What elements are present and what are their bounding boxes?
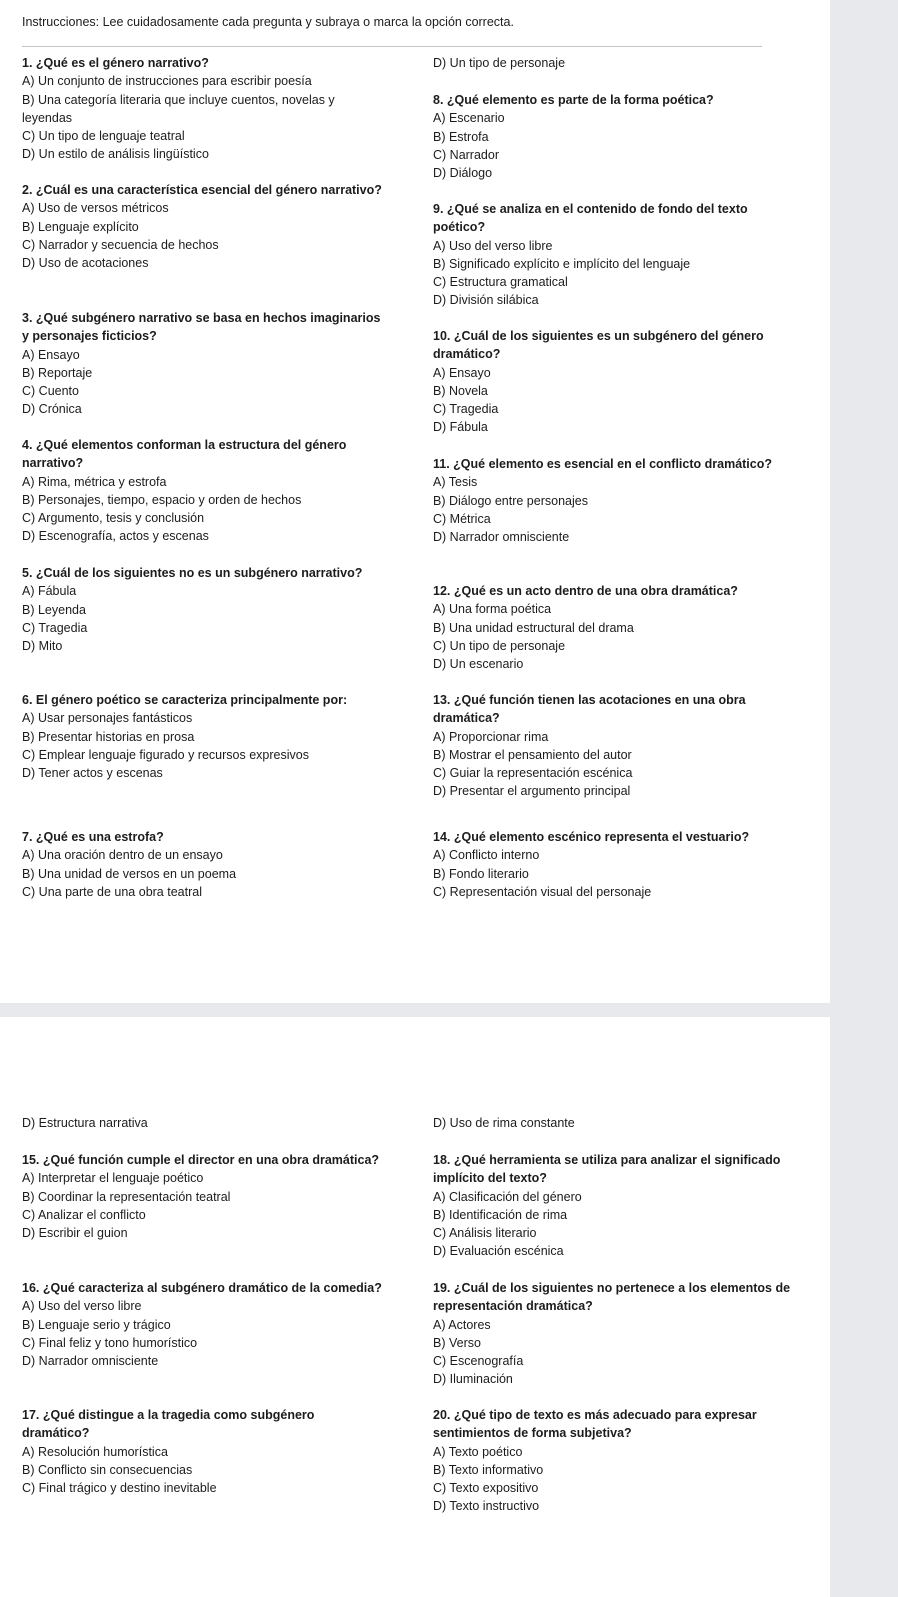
option-a[interactable]: A) Una oración dentro de un ensayo bbox=[22, 848, 223, 863]
question-text: 16. ¿Qué caracteriza al subgénero dramático de la comedia? bbox=[22, 1281, 382, 1295]
question-7 bbox=[22, 828, 382, 901]
option-b[interactable]: B) Novela bbox=[433, 383, 488, 398]
question-text: 18. ¿Qué herramienta se utiliza para analizar el significado implícito del texto? bbox=[433, 1153, 781, 1186]
option-c[interactable]: C) Un tipo de lenguaje teatral bbox=[22, 129, 185, 144]
question-19 bbox=[433, 1279, 793, 1389]
option-a[interactable]: A) Rima, métrica y estrofa bbox=[22, 474, 167, 489]
option-a[interactable]: A) Escenario bbox=[433, 111, 505, 126]
option-d[interactable]: D) Un escenario bbox=[433, 657, 524, 672]
option-d[interactable]: D) Mito bbox=[22, 639, 63, 654]
option-a[interactable]: A) Uso de versos métricos bbox=[22, 201, 169, 216]
option-c[interactable]: C) Estructura gramatical bbox=[433, 275, 568, 290]
question-text: 19. ¿Cuál de los siguientes no pertenece a los elementos de representación dramática? bbox=[433, 1281, 791, 1314]
question-text: 1. ¿Qué es el género narrativo? bbox=[22, 56, 209, 70]
option-d[interactable]: D) Uso de rima constante bbox=[433, 1116, 575, 1130]
option-d[interactable]: D) Escenografía, actos y escenas bbox=[22, 529, 209, 544]
option-b[interactable]: B) Una unidad de versos en un poema bbox=[22, 866, 237, 881]
option-a[interactable]: A) Actores bbox=[433, 1317, 491, 1332]
option-a[interactable]: A) Interpretar el lenguaje poético bbox=[22, 1171, 204, 1186]
question-13 bbox=[433, 691, 793, 801]
option-c[interactable]: C) Argumento, tesis y conclusión bbox=[22, 511, 205, 526]
option-c[interactable]: C) Emplear lenguaje figurado y recursos expresivos bbox=[22, 747, 309, 762]
option-d[interactable]: D) Uso de acotaciones bbox=[22, 256, 149, 271]
question-text: 15. ¿Qué función cumple el director en una obra dramática? bbox=[22, 1153, 380, 1167]
question-5 bbox=[22, 564, 382, 655]
question-4 bbox=[22, 436, 382, 546]
option-d[interactable]: D) Narrador omnisciente bbox=[433, 530, 570, 545]
option-d[interactable]: D) Crónica bbox=[22, 402, 82, 417]
option-a[interactable]: A) Texto poético bbox=[433, 1444, 523, 1459]
option-d[interactable]: D) Un estilo de análisis lingüístico bbox=[22, 147, 209, 162]
question-17-continued bbox=[433, 1114, 793, 1132]
option-d[interactable]: D) Presentar el argumento principal bbox=[433, 784, 631, 799]
option-c[interactable]: C) Análisis literario bbox=[433, 1226, 537, 1241]
option-c[interactable]: C) Escenografía bbox=[433, 1354, 524, 1369]
option-b[interactable]: B) Conflicto sin consecuencias bbox=[22, 1462, 193, 1477]
option-d[interactable]: D) Tener actos y escenas bbox=[22, 766, 163, 781]
option-b[interactable]: B) Coordinar la representación teatral bbox=[22, 1189, 231, 1204]
option-d[interactable]: D) Evaluación escénica bbox=[433, 1244, 564, 1259]
option-a[interactable]: A) Fábula bbox=[22, 584, 77, 599]
question-7-continued bbox=[433, 54, 793, 72]
page-2 bbox=[0, 1017, 830, 1597]
question-6 bbox=[22, 691, 382, 782]
question-2 bbox=[22, 181, 382, 272]
option-c[interactable]: C) Final feliz y tono humorístico bbox=[22, 1335, 198, 1350]
option-a[interactable]: A) Usar personajes fantásticos bbox=[22, 711, 193, 726]
question-15 bbox=[22, 1151, 382, 1242]
option-a[interactable]: A) Proporcionar rima bbox=[433, 729, 549, 744]
option-c[interactable]: C) Un tipo de personaje bbox=[433, 638, 566, 653]
option-c[interactable]: C) Texto expositivo bbox=[433, 1481, 539, 1496]
question-10 bbox=[433, 327, 793, 437]
option-c[interactable]: C) Narrador bbox=[433, 147, 499, 162]
question-12 bbox=[433, 582, 793, 673]
option-d[interactable]: D) Iluminación bbox=[433, 1372, 513, 1387]
question-text: 2. ¿Cuál es una característica esencial del género narrativo? bbox=[22, 183, 382, 197]
question-text: 8. ¿Qué elemento es parte de la forma poética? bbox=[433, 93, 714, 107]
question-text: 14. ¿Qué elemento escénico representa el vestuario? bbox=[433, 830, 750, 844]
question-16 bbox=[22, 1279, 382, 1370]
question-11 bbox=[433, 455, 793, 546]
option-a[interactable]: A) Uso del verso libre bbox=[22, 1299, 142, 1314]
option-c[interactable]: C) Métrica bbox=[433, 511, 491, 526]
question-3 bbox=[22, 309, 382, 419]
question-text: 7. ¿Qué es una estrofa? bbox=[22, 830, 164, 844]
question-14 bbox=[433, 828, 823, 901]
option-d[interactable]: D) Fábula bbox=[433, 420, 488, 435]
option-c[interactable]: C) Final trágico y destino inevitable bbox=[22, 1481, 217, 1496]
option-b[interactable]: B) Personajes, tiempo, espacio y orden de hechos bbox=[22, 492, 302, 507]
question-text: 3. ¿Qué subgénero narrativo se basa en hechos imaginarios y personajes ficticios? bbox=[22, 311, 381, 344]
question-20 bbox=[433, 1406, 793, 1516]
divider bbox=[22, 46, 762, 47]
question-text: 13. ¿Qué función tienen las acotaciones en una obra dramática? bbox=[433, 693, 746, 726]
option-a[interactable]: A) Clasificación del género bbox=[433, 1189, 582, 1204]
option-d[interactable]: D) Estructura narrativa bbox=[22, 1116, 148, 1130]
option-b[interactable]: B) Diálogo entre personajes bbox=[433, 493, 588, 508]
option-d[interactable]: D) Diálogo bbox=[433, 166, 493, 181]
option-a[interactable]: A) Un conjunto de instrucciones para escribir poesía bbox=[22, 74, 312, 89]
question-text: 5. ¿Cuál de los siguientes no es un subgénero narrativo? bbox=[22, 566, 363, 580]
option-c[interactable]: C) Cuento bbox=[22, 384, 79, 399]
option-b[interactable]: B) Significado explícito e implícito del lenguaje bbox=[433, 256, 691, 271]
option-a[interactable]: A) Tesis bbox=[433, 475, 478, 490]
question-text: 10. ¿Cuál de los siguientes es un subgénero del género dramático? bbox=[433, 329, 764, 362]
option-b[interactable]: B) Lenguaje serio y trágico bbox=[22, 1317, 171, 1332]
question-1 bbox=[22, 54, 382, 164]
question-text: 12. ¿Qué es un acto dentro de una obra dramática? bbox=[433, 584, 738, 598]
option-a[interactable]: A) Ensayo bbox=[433, 365, 491, 380]
instructions: Instrucciones: Lee cuidadosamente cada pregunta y subraya o marca la opción correcta. bbox=[22, 15, 514, 29]
option-b[interactable]: B) Lenguaje explícito bbox=[22, 219, 139, 234]
option-a[interactable]: A) Una forma poética bbox=[433, 602, 552, 617]
option-b[interactable]: B) Estrofa bbox=[433, 129, 489, 144]
option-c[interactable]: C) Narrador y secuencia de hechos bbox=[22, 237, 219, 252]
option-a[interactable]: A) Conflicto interno bbox=[433, 848, 540, 863]
question-17 bbox=[22, 1406, 382, 1497]
option-b[interactable]: B) Texto informativo bbox=[433, 1462, 544, 1477]
option-b[interactable]: B) Presentar historias en prosa bbox=[22, 729, 195, 744]
option-b[interactable]: B) Fondo literario bbox=[433, 866, 529, 881]
option-a[interactable]: A) Uso del verso libre bbox=[433, 238, 553, 253]
option-c[interactable]: C) Una parte de una obra teatral bbox=[22, 884, 202, 899]
question-text: 11. ¿Qué elemento es esencial en el conflicto dramático? bbox=[433, 457, 773, 471]
option-d[interactable]: D) Un tipo de personaje bbox=[433, 56, 566, 70]
option-b[interactable]: B) Leyenda bbox=[22, 602, 86, 617]
option-c[interactable]: C) Representación visual del personaje bbox=[433, 884, 652, 899]
option-b[interactable]: B) Una categoría literaria que incluye cuentos, novelas y leyendas bbox=[22, 92, 335, 125]
option-b[interactable]: B) Verso bbox=[433, 1335, 481, 1350]
option-c[interactable]: C) Guiar la representación escénica bbox=[433, 766, 633, 781]
option-d[interactable]: D) Texto instructivo bbox=[433, 1499, 540, 1514]
question-text: 4. ¿Qué elementos conforman la estructura del género narrativo? bbox=[22, 438, 347, 471]
option-b[interactable]: B) Reportaje bbox=[22, 365, 93, 380]
option-b[interactable]: B) Una unidad estructural del drama bbox=[433, 620, 634, 635]
option-a[interactable]: A) Ensayo bbox=[22, 347, 80, 362]
question-14-continued bbox=[22, 1114, 382, 1132]
question-8 bbox=[433, 91, 793, 182]
option-c[interactable]: C) Tragedia bbox=[22, 620, 88, 635]
option-d[interactable]: D) Narrador omnisciente bbox=[22, 1354, 159, 1369]
question-9 bbox=[433, 200, 793, 310]
question-18 bbox=[433, 1151, 793, 1261]
question-text: 20. ¿Qué tipo de texto es más adecuado para expresar sentimientos de forma subjetiva? bbox=[433, 1408, 757, 1441]
option-d[interactable]: D) División silábica bbox=[433, 293, 539, 308]
option-b[interactable]: B) Identificación de rima bbox=[433, 1207, 568, 1222]
question-text: 6. El género poético se caracteriza principalmente por: bbox=[22, 693, 348, 707]
option-a[interactable]: A) Resolución humorística bbox=[22, 1444, 168, 1459]
option-d[interactable]: D) Escribir el guion bbox=[22, 1226, 128, 1241]
option-c[interactable]: C) Analizar el conflicto bbox=[22, 1207, 146, 1222]
question-text: 9. ¿Qué se analiza en el contenido de fondo del texto poético? bbox=[433, 202, 748, 235]
option-b[interactable]: B) Mostrar el pensamiento del autor bbox=[433, 747, 632, 762]
option-c[interactable]: C) Tragedia bbox=[433, 402, 499, 417]
question-text: 17. ¿Qué distingue a la tragedia como subgénero dramático? bbox=[22, 1408, 315, 1441]
